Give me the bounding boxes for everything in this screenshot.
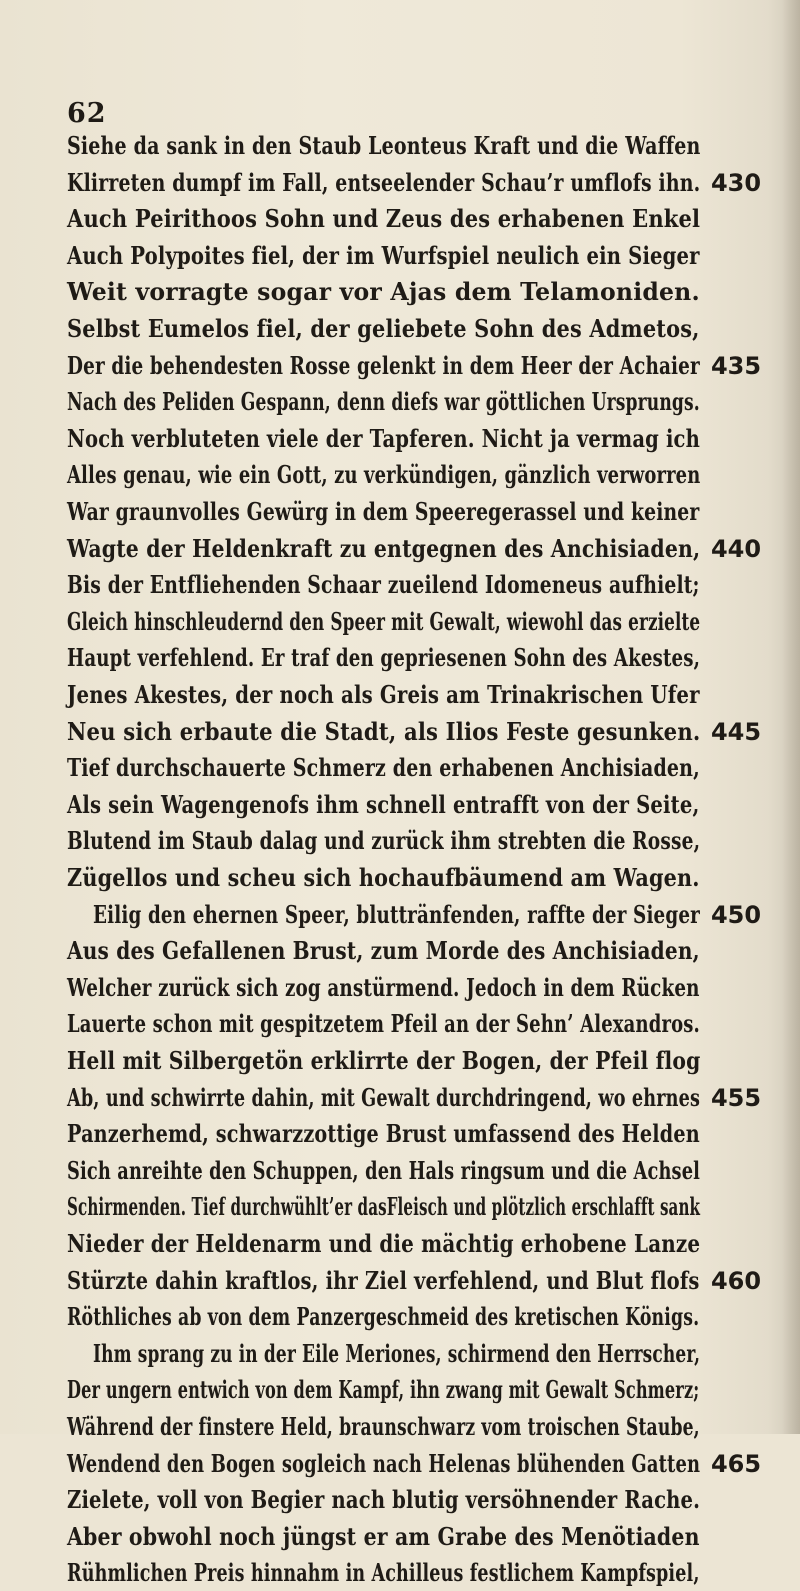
line-number: 465 bbox=[710, 1450, 762, 1478]
page-edge-shadow bbox=[782, 0, 800, 1434]
verse-line: Ihm sprang zu in der Eile Meriones, schirmend den Herrscher, bbox=[93, 1339, 701, 1368]
verse-line: Alles genau, wie ein Gott, zu verkündigen, gänzlich verworren bbox=[67, 460, 701, 489]
verse-line: Stürzte dahin kraftlos, ihr Ziel verfehlend, und Blut flofs bbox=[67, 1266, 700, 1295]
verse-line: Zielete, voll von Begier nach blutig versöhnender Rache. bbox=[67, 1485, 701, 1514]
verse-line: Wendend den Bogen sogleich nach Helenas blühenden Gatten bbox=[67, 1449, 701, 1478]
line-number: 430 bbox=[710, 169, 762, 197]
verse-line: Siehe da sank in den Staub Leonteus Kraft und die Waffen bbox=[67, 131, 701, 160]
verse-line: Neu sich erbaute die Stadt, als Ilios Feste gesunken. bbox=[67, 717, 701, 746]
verse-line: Lauerte schon mit gespitzetem Pfeil an der Sehn’ Alexandros. bbox=[67, 1009, 700, 1038]
verse-line: Klirreten dumpf im Fall, entseelender Schau’r umflofs ihn. bbox=[67, 168, 701, 197]
verse-line: Als sein Wagengenofs ihm schnell entrafft von der Seite, bbox=[67, 790, 700, 819]
page-number: 62 bbox=[67, 98, 107, 129]
verse-line: Sich anreihte den Schuppen, den Hals ringsum und die Achsel bbox=[67, 1156, 701, 1185]
verse-line: Nieder der Heldenarm und die mächtig erhobene Lanze bbox=[67, 1229, 701, 1258]
verse-line: Noch verbluteten viele der Tapferen. Nicht ja vermag ich bbox=[67, 424, 700, 453]
verse-line: Tief durchschauerte Schmerz den erhabenen Anchisiaden, bbox=[67, 753, 700, 782]
verse-line: Blutend im Staub dalag und zurück ihm strebten die Rosse, bbox=[67, 826, 701, 855]
verse-line: Hell mit Silbergetön erklirrte der Bogen, der Pfeil flog bbox=[67, 1046, 701, 1075]
verse-line: Nach des Peliden Gespann, denn diefs war göttlichen Ursprungs. bbox=[67, 387, 700, 416]
line-number: 455 bbox=[710, 1084, 762, 1112]
verse-line: Auch Polypoites fiel, der im Wurfspiel neulich ein Sieger bbox=[67, 241, 700, 270]
verse-line: Schirmenden. Tief durchwühlt’er dasFleisch und plötzlich erschlafft sank bbox=[67, 1192, 701, 1221]
verse-line: Rühmlichen Preis hinnahm in Achilleus festlichem Kampfspiel, bbox=[67, 1558, 700, 1587]
verse-line: Selbst Eumelos fiel, der geliebete Sohn des Admetos, bbox=[67, 314, 700, 343]
verse-line: Der ungern entwich von dem Kampf, ihn zwang mit Gewalt Schmerz; bbox=[67, 1375, 700, 1404]
verse-line: Zügellos und scheu sich hochaufbäumend am Wagen. bbox=[67, 863, 700, 892]
verse-line: Der die behendesten Rosse gelenkt in dem Heer der Achaier bbox=[67, 351, 700, 380]
verse-line: Eilig den ehernen Speer, bluttränfenden, raffte der Sieger bbox=[93, 900, 700, 929]
verse-line: Welcher zurück sich zog anstürmend. Jedoch in dem Rücken bbox=[67, 973, 700, 1002]
verse-line: Wagte der Heldenkraft zu entgegnen des Anchisiaden, bbox=[67, 534, 701, 563]
verse-line: Während der finstere Held, braunschwarz vom troischen Staube, bbox=[67, 1412, 700, 1441]
verse-line: Aus des Gefallenen Brust, zum Morde des Anchisiaden, bbox=[67, 936, 700, 965]
line-number: 460 bbox=[710, 1267, 762, 1295]
verse-line: War graunvolles Gewürg in dem Speeregerassel und keiner bbox=[67, 497, 700, 526]
verse-line: Gleich hinschleudernd den Speer mit Gewalt, wiewohl das erzielte bbox=[67, 607, 701, 636]
verse-line: Ab, und schwirrte dahin, mit Gewalt durchdringend, wo ehrnes bbox=[67, 1083, 701, 1112]
line-number: 435 bbox=[710, 352, 762, 380]
line-number: 450 bbox=[710, 901, 762, 929]
verse-line: Auch Peirithoos Sohn und Zeus des erhabenen Enkel bbox=[67, 204, 701, 233]
verse-line: Bis der Entfliehenden Schaar zueilend Idomeneus aufhielt; bbox=[67, 570, 700, 599]
verse-line: Jenes Akestes, der noch als Greis am Trinakrischen Ufer bbox=[67, 680, 700, 709]
line-number: 440 bbox=[710, 535, 762, 563]
verse-line: Panzerhemd, schwarzzottige Brust umfassend des Helden bbox=[67, 1119, 700, 1148]
verse-line: Röthliches ab von dem Panzergeschmeid des kretischen Königs. bbox=[67, 1302, 700, 1331]
verse-line: Haupt verfehlend. Er traf den gepriesenen Sohn des Akestes, bbox=[67, 643, 701, 672]
line-number: 445 bbox=[710, 718, 762, 746]
verse-line: Weit vorragte sogar vor Ajas dem Telamoniden. bbox=[67, 277, 700, 306]
verse-line: Aber obwohl noch jüngst er am Grabe des Menötiaden bbox=[67, 1522, 700, 1551]
